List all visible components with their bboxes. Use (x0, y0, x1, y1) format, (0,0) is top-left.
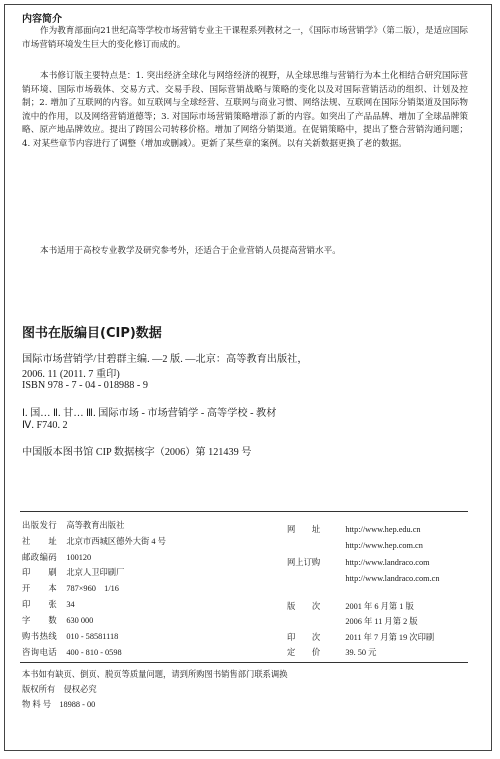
info-value: 北京市西城区德外大街 4 号 (66, 537, 166, 546)
cip-line-subjects: Ⅰ. 国… Ⅱ. 甘… Ⅲ. 国际市场 - 市场营销学 - 高等学校 - 教材 (22, 408, 277, 419)
info-postcode (22, 551, 91, 563)
cip-line-isbn: ISBN 978 - 7 - 04 - 018988 - 9 (22, 380, 148, 391)
info-printing (287, 631, 434, 643)
website-link[interactable]: http://www.hep.com.cn (345, 541, 423, 550)
info-label: 定 价 (287, 648, 321, 657)
website-link[interactable]: http://www.hep.edu.cn (345, 525, 421, 534)
info-value: 高等教育出版社 (66, 521, 125, 530)
info-value: 100120 (66, 553, 92, 562)
info-value: 2011 年 7 月第 19 次印刷 (345, 633, 435, 642)
info-value: 2006 年 11 月第 2 版 (345, 617, 418, 626)
info-price (287, 646, 376, 658)
info-sheets (22, 598, 75, 610)
info-value: 010 - 58581118 (66, 632, 119, 641)
info-value: 400 - 810 - 0598 (66, 648, 122, 657)
order-link[interactable]: http://www.landraco.com (345, 558, 430, 567)
info-value: 39. 50 元 (345, 648, 377, 657)
cip-line-classification: Ⅳ. F740. 2 (22, 420, 68, 431)
info-word-count (22, 614, 93, 626)
summary-paragraph-1: 作为教育部面向21世纪高等学校市场营销专业主干课程系列教材之一，《国际市场营销学》（第二版），是适应国际市场营销环境发生巨大的变化修订而成的。 (22, 26, 468, 50)
info-online-order (287, 556, 430, 568)
summary-paragraph-3: 本书适用于高校专业教学及研究参考外，还适合于企业营销人员提高营销水平。 (40, 246, 341, 256)
info-label: 网上订购 (287, 558, 321, 567)
info-consult-phone (22, 646, 122, 658)
cip-line-citation: 国际市场营销学/甘碧群主编. —2 版. —北京：高等教育出版社， (22, 354, 308, 365)
info-label: 字 数 (22, 616, 58, 625)
cip-line-registration: 中国版本图书馆 CIP 数据核字（2006）第 121439 号 (22, 447, 252, 458)
info-label: 社 址 (22, 537, 58, 546)
info-order-hotline (22, 630, 118, 642)
cip-line-date: 2006. 11 (2011. 7 重印) (22, 369, 120, 380)
info-label: 印 张 (22, 600, 58, 609)
info-publisher (22, 519, 124, 531)
summary-title: 内容简介 (22, 14, 62, 25)
copyright-notice: 版权所有 侵权必究 (22, 685, 97, 694)
info-edition (287, 600, 414, 612)
info-label: 出版发行 (22, 521, 58, 530)
info-printer (22, 566, 124, 578)
info-label: 开 本 (22, 584, 58, 593)
info-website-alt (287, 539, 423, 551)
info-label: 网 址 (287, 525, 321, 534)
summary-paragraph-2: 本书修订版主要特点是：1. 突出经济全球化与网络经济的视野，从全球思维与营销行为本土化相结合研究国际营销环境、国际市场载体、交易方式、交易手段、国际营销战略与策略的变化以及对国际营销活动的组织、计划及控制；2. 增加了互联网的内容。如互联网与全球经营、互联网与商业习惯、网络法规、互联网在国际分销渠道及国际物流中的作用，以及网络营销道德等；3. 对国际市场营销策略增添了新的内容。如突出了产品品牌、增加了全球品牌策略、原产地品牌效应。提出了跨国公司转移价格。增加了网络分销渠道。在促销策略中，提出了整合营销沟通问题；4. 对某些章节内容进行了调整（增加或删减）。更新了某些章的案例。以有关新数据更换了老的数据。 (22, 71, 468, 149)
info-label: 购书热线 (22, 632, 58, 641)
info-online-order-alt (287, 572, 439, 584)
cip-title: 图书在版编目(CIP)数据 (22, 326, 162, 341)
material-number: 物 料 号 18988 - 00 (22, 700, 96, 709)
info-label: 邮政编码 (22, 553, 58, 562)
divider-top (20, 511, 468, 512)
info-value: 787×960 1/16 (66, 584, 119, 593)
info-value: 630 000 (66, 616, 94, 625)
info-label: 版 次 (287, 602, 321, 611)
divider-bottom (20, 662, 468, 663)
info-label: 印 次 (287, 633, 321, 642)
info-value: 2001 年 6 月第 1 版 (345, 602, 414, 611)
info-format (22, 582, 119, 594)
order-link[interactable]: http://www.landraco.com.cn (345, 574, 440, 583)
info-label: 印 刷 (22, 568, 58, 577)
info-address (22, 535, 166, 547)
quality-notice: 本书如有缺页、倒页、脱页等质量问题，请到所购图书销售部门联系调换 (22, 670, 288, 679)
info-edition-2 (287, 615, 418, 627)
info-label: 咨询电话 (22, 648, 58, 657)
info-website (287, 523, 421, 535)
info-value: 34 (66, 600, 75, 609)
info-value: 北京人卫印刷厂 (66, 568, 125, 577)
